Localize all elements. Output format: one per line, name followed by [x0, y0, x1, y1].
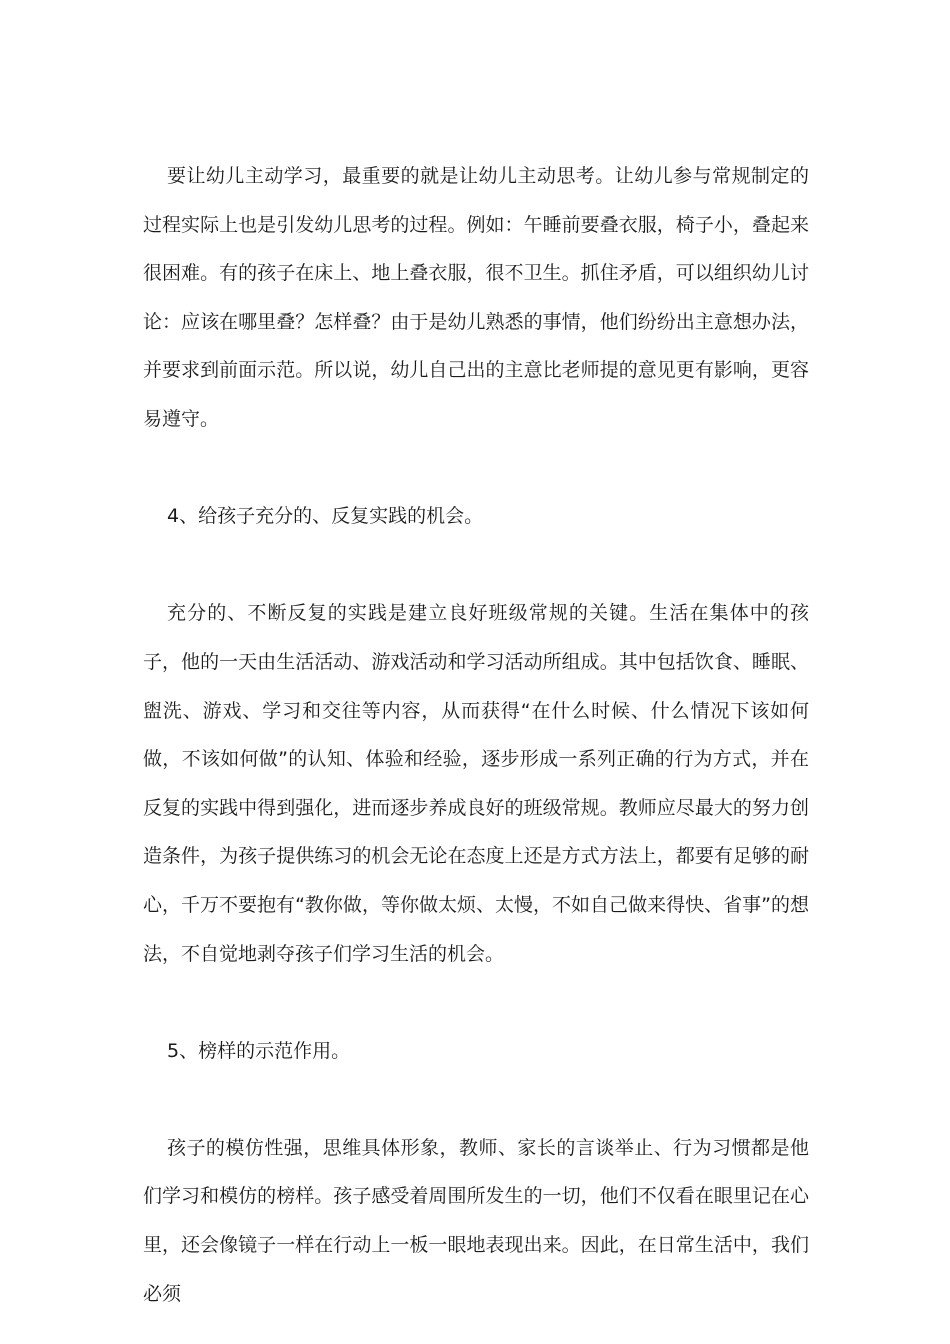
heading-practice-opportunity: 4、给孩子充分的、反复实践的机会。 [167, 505, 484, 528]
paragraph-gap [143, 444, 809, 493]
paragraph-gap [143, 541, 809, 590]
document-body [143, 152, 809, 1318]
paragraph-gap [143, 978, 809, 1027]
paragraph-repeated-practice: 充分的、不断反复的实践是建立良好班级常规的关键。生活在集体中的孩子，他的一天由生活活动、游戏活动和学习活动所组成。其中包括饮食、睡眠、盥洗、游戏、学习和交往等内容，从而获得“在什么时候、什么情况下该如何做，不该如何做”的认知、体验和经验，逐步形成一系列正确的行为方式，并在反复的实践中得到强化，进而逐步养成良好的班级常规。教师应尽最大的努力创造条件，为孩子提供练习的机会无论在态度上还是方式方法上，都要有足够的耐心，千万不要抱有“教你做，等你做太烦、太慢，不如自己做来得快、省事”的想法，不自觉地剥夺孩子们学习生活的机会。 [143, 602, 809, 965]
heading-role-model: 5、榜样的示范作用。 [167, 1039, 351, 1062]
paragraph-imitation: 孩子的模仿性强，思维具体形象，教师、家长的言谈举止、行为习惯都是他们学习和模仿的榜样。孩子感受着周围所发生的一切，他们不仅看在眼里记在心里，还会像镜子一样在行动上一板一眼地表现出来。因此，在日常生活中，我们必须 [143, 1136, 809, 1305]
paragraph-active-thinking: 要让幼儿主动学习，最重要的就是让幼儿主动思考。让幼儿参与常规制定的过程实际上也是引发幼儿思考的过程。例如：午睡前要叠衣服，椅子小，叠起来很困难。有的孩子在床上、地上叠衣服，很不卫生。抓住矛盾，可以组织幼儿讨论：应该在哪里叠？怎样叠？由于是幼儿熟悉的事情，他们纷纷出主意想办法，并要求到前面示范。所以说，幼儿自己出的主意比老师提的意见更有影响，更容易遵守。 [143, 165, 809, 430]
paragraph-gap [143, 1075, 809, 1124]
